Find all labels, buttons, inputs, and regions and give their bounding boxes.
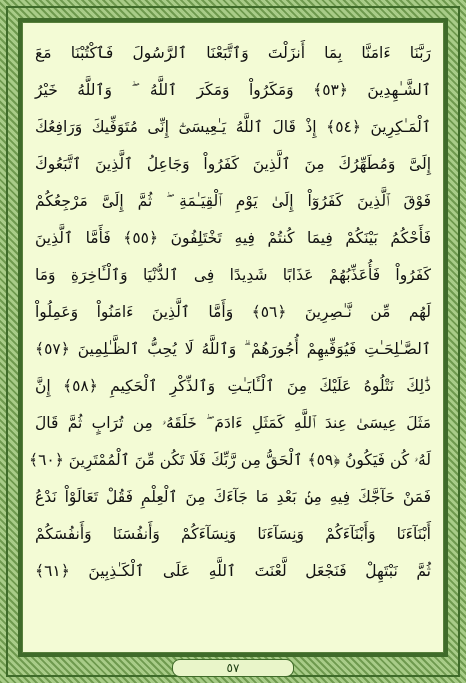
- quran-text-area: [22, 22, 444, 653]
- text-line-12: لَهُۥ كُن فَيَكُونُ ﴿٥٩﴾ ٱلْحَقُّ مِن رَّبِّكَ فَلَا تَكُن مِّنَ ٱلْمُمْتَرِينَ ﴿٦٠﴾: [29, 451, 431, 469]
- text-line-3: ٱلْمَـٰكِرِينَ ﴿٥٤﴾ إِذْ قَالَ ٱللَّهُ يَـٰعِيسَىٰٓ إِنِّى مُتَوَفِّيكَ وَرَافِعُكَ: [35, 118, 431, 136]
- text-line-14: أَبْنَآءَنَا وَأَبْنَآءَكُمْ وَنِسَآءَنَا وَنِسَآءَكُمْ وَأَنفُسَنَا وَأَنفُسَكُمْ: [35, 525, 431, 543]
- text-line-13: فَمَنْ حَآجَّكَ فِيهِ مِنۢ بَعْدِ مَا جَآءَكَ مِنَ ٱلْعِلْمِ فَقُلْ تَعَالَوْاْ نَدْعُ: [35, 488, 431, 506]
- page-number-badge: [172, 659, 294, 677]
- text-line-9: ٱلصَّـٰلِحَـٰتِ فَيُوَفِّيهِمْ أُجُورَهُمْ ۗ وَٱللَّهُ لَا يُحِبُّ ٱلظَّـٰلِمِينَ ﴿٥٧﴾: [35, 340, 431, 358]
- text-line-7: كَفَرُواْ فَأُعَذِّبُهُمْ عَذَابًا شَدِيدًا فِى ٱلدُّنْيَا وَٱلْـَٔاخِرَةِ وَمَا: [35, 266, 431, 284]
- text-line-6: فَأَحْكُمُ بَيْنَكُمْ فِيمَا كُنتُمْ فِيهِ تَخْتَلِفُونَ ﴿٥٥﴾ فَأَمَّا ٱلَّذِينَ: [35, 229, 431, 247]
- page-number: ٥٧: [226, 661, 240, 675]
- text-line-11: مَثَلَ عِيسَىٰ عِندَ ٱللَّهِ كَمَثَلِ ءَادَمَ ۖ خَلَقَهُۥ مِن تُرَابٍ ثُمَّ قَالَ: [35, 414, 431, 432]
- text-line-15: ثُمَّ نَبْتَهِلْ فَنَجْعَل لَّعْنَتَ ٱللَّهِ عَلَى ٱلْكَـٰذِبِينَ ﴿٦١﴾: [35, 562, 431, 580]
- text-line-4: إِلَىَّ وَمُطَهِّرُكَ مِنَ ٱلَّذِينَ كَفَرُواْ وَجَاعِلُ ٱلَّذِينَ ٱتَّبَعُوكَ: [35, 155, 431, 173]
- text-line-2: ٱلشَّـٰهِدِينَ ﴿٥٣﴾ وَمَكَرُواْ وَمَكَرَ ٱللَّهُ ۖ وَٱللَّهُ خَيْرُ: [35, 81, 431, 99]
- text-line-5: فَوْقَ ٱلَّذِينَ كَفَرُوٓاْ إِلَىٰ يَوْمِ ٱلْقِيَـٰمَةِ ۖ ثُمَّ إِلَىَّ مَرْجِعُكُمْ: [35, 192, 431, 210]
- text-line-10: ذَٰلِكَ نَتْلُوهُ عَلَيْكَ مِنَ ٱلْـَٔايَـٰتِ وَٱلذِّكْرِ ٱلْحَكِيمِ ﴿٥٨﴾ إِنَّ: [35, 377, 431, 395]
- text-line-8: لَهُم مِّن نَّـٰصِرِينَ ﴿٥٦﴾ وَأَمَّا ٱلَّذِينَ ءَامَنُواْ وَعَمِلُواْ: [35, 303, 431, 321]
- text-line-1: رَبَّنَا ءَامَنَّا بِمَا أَنزَلْتَ وَٱتَّبَعْنَا ٱلرَّسُولَ فَٱكْتُبْنَا مَعَ: [35, 44, 431, 62]
